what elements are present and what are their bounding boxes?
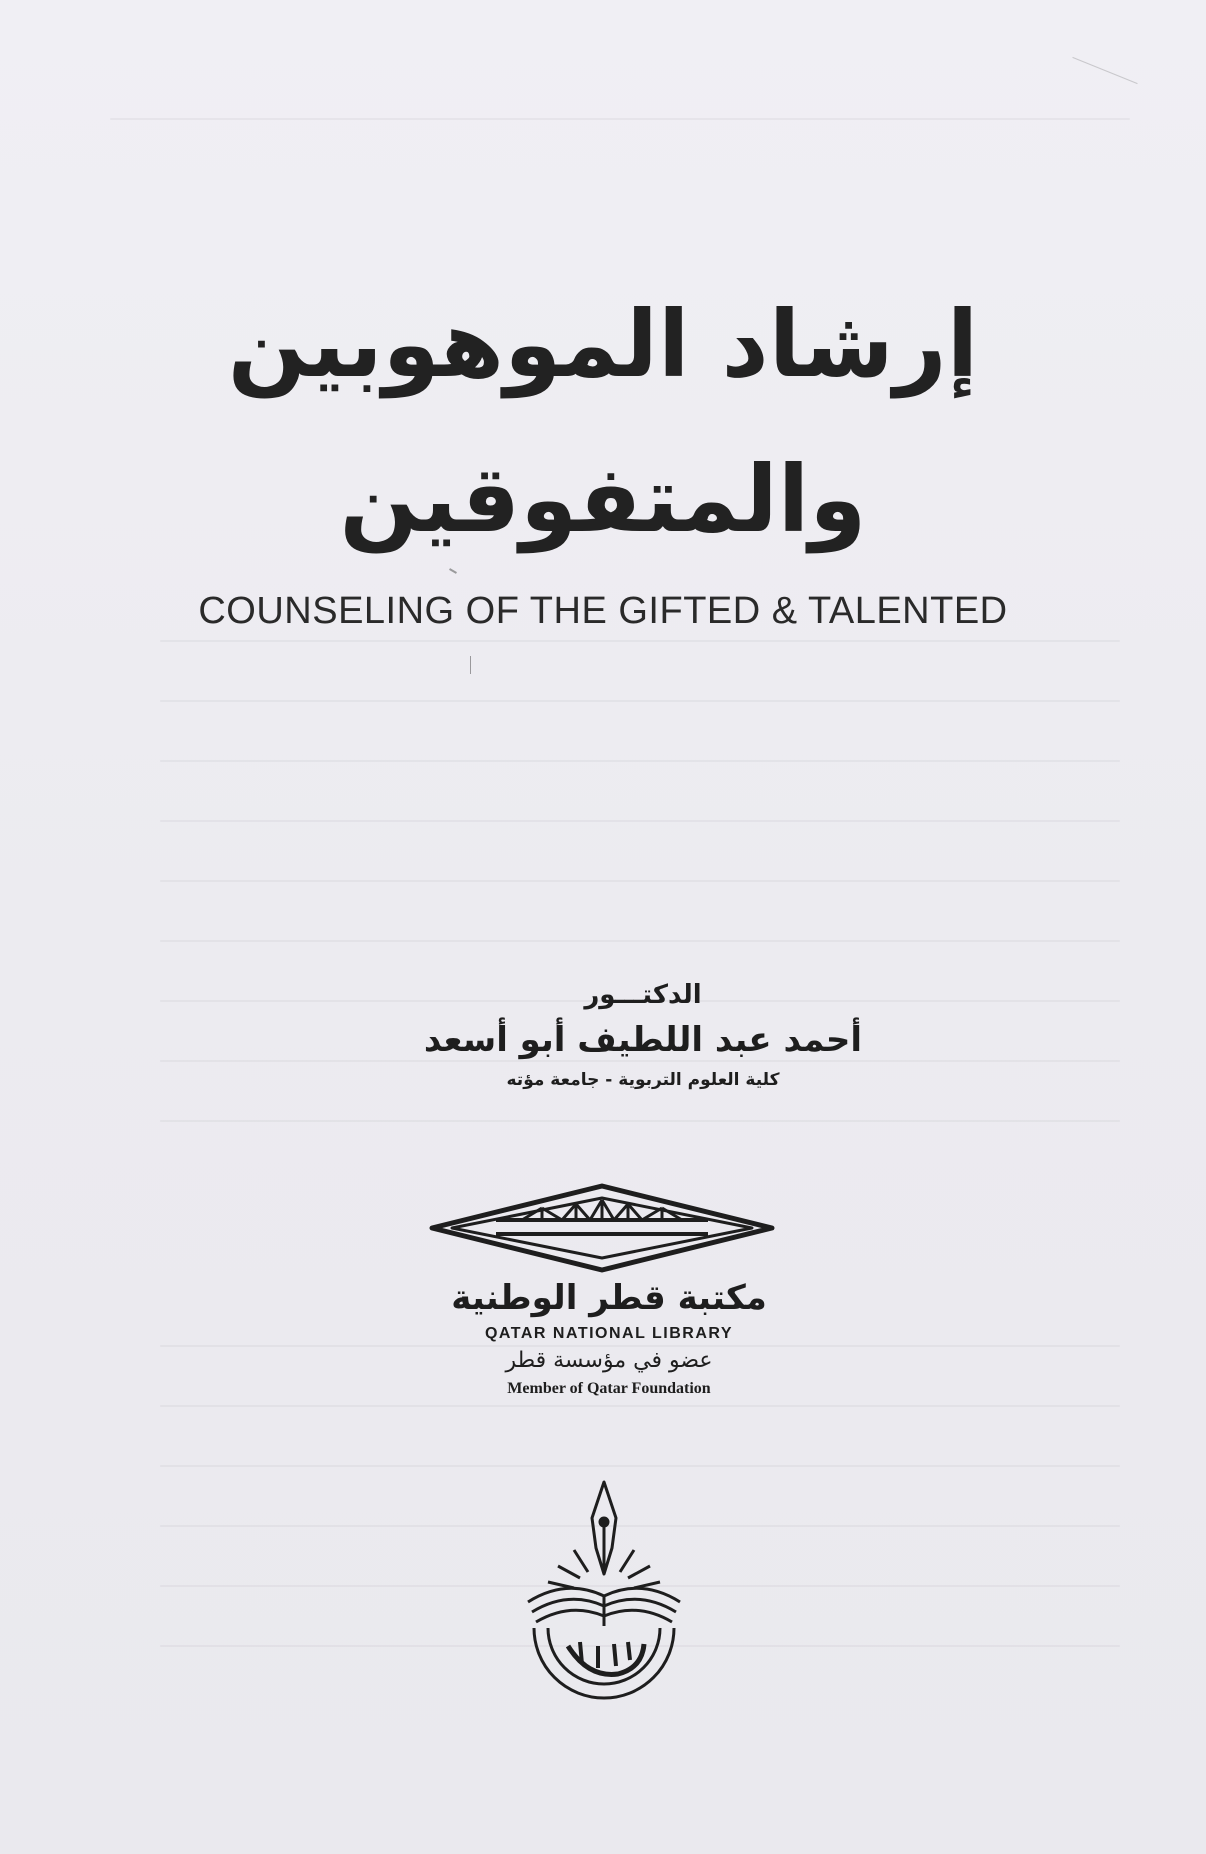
title-english: COUNSELING OF THE GIFTED & TALENTED bbox=[198, 590, 1008, 632]
bleed-through-line bbox=[160, 1405, 1120, 1407]
publisher-pen-book-logo-icon bbox=[518, 1478, 690, 1710]
library-member-english: Member of Qatar Foundation bbox=[507, 1380, 711, 1397]
bleed-through-line bbox=[160, 760, 1120, 762]
library-member-arabic: عضو في مؤسسة قطر bbox=[505, 1348, 713, 1373]
bleed-through-line bbox=[160, 1120, 1120, 1122]
bleed-through-line bbox=[160, 1060, 1120, 1062]
author-affiliation: كلية العلوم التربوية - جامعة مؤته bbox=[506, 1070, 780, 1090]
stray-mark bbox=[449, 568, 457, 574]
bleed-through-line bbox=[160, 640, 1120, 642]
stray-mark bbox=[470, 656, 471, 674]
title-arabic-line-1: إرشاد الموهوبين bbox=[227, 291, 979, 398]
title-arabic-line-2: والمتفوقين bbox=[339, 446, 867, 553]
library-name-english: QATAR NATIONAL LIBRARY bbox=[484, 1325, 734, 1342]
author-title: الدكتـــور bbox=[584, 980, 702, 1010]
bleed-through-line bbox=[160, 940, 1120, 942]
library-name-arabic: مكتبة قطر الوطنية bbox=[451, 1278, 767, 1318]
library-bridge-logo-icon bbox=[426, 1178, 778, 1278]
bleed-through-line bbox=[160, 820, 1120, 822]
bleed-through-line bbox=[110, 118, 1130, 120]
bleed-through-line bbox=[160, 1465, 1120, 1467]
stray-mark bbox=[1072, 57, 1137, 84]
bleed-through-line bbox=[160, 700, 1120, 702]
bleed-through-line bbox=[160, 880, 1120, 882]
author-name: أحمد عبد اللطيف أبو أسعد bbox=[423, 1020, 863, 1060]
bleed-through-line bbox=[160, 1345, 1120, 1347]
